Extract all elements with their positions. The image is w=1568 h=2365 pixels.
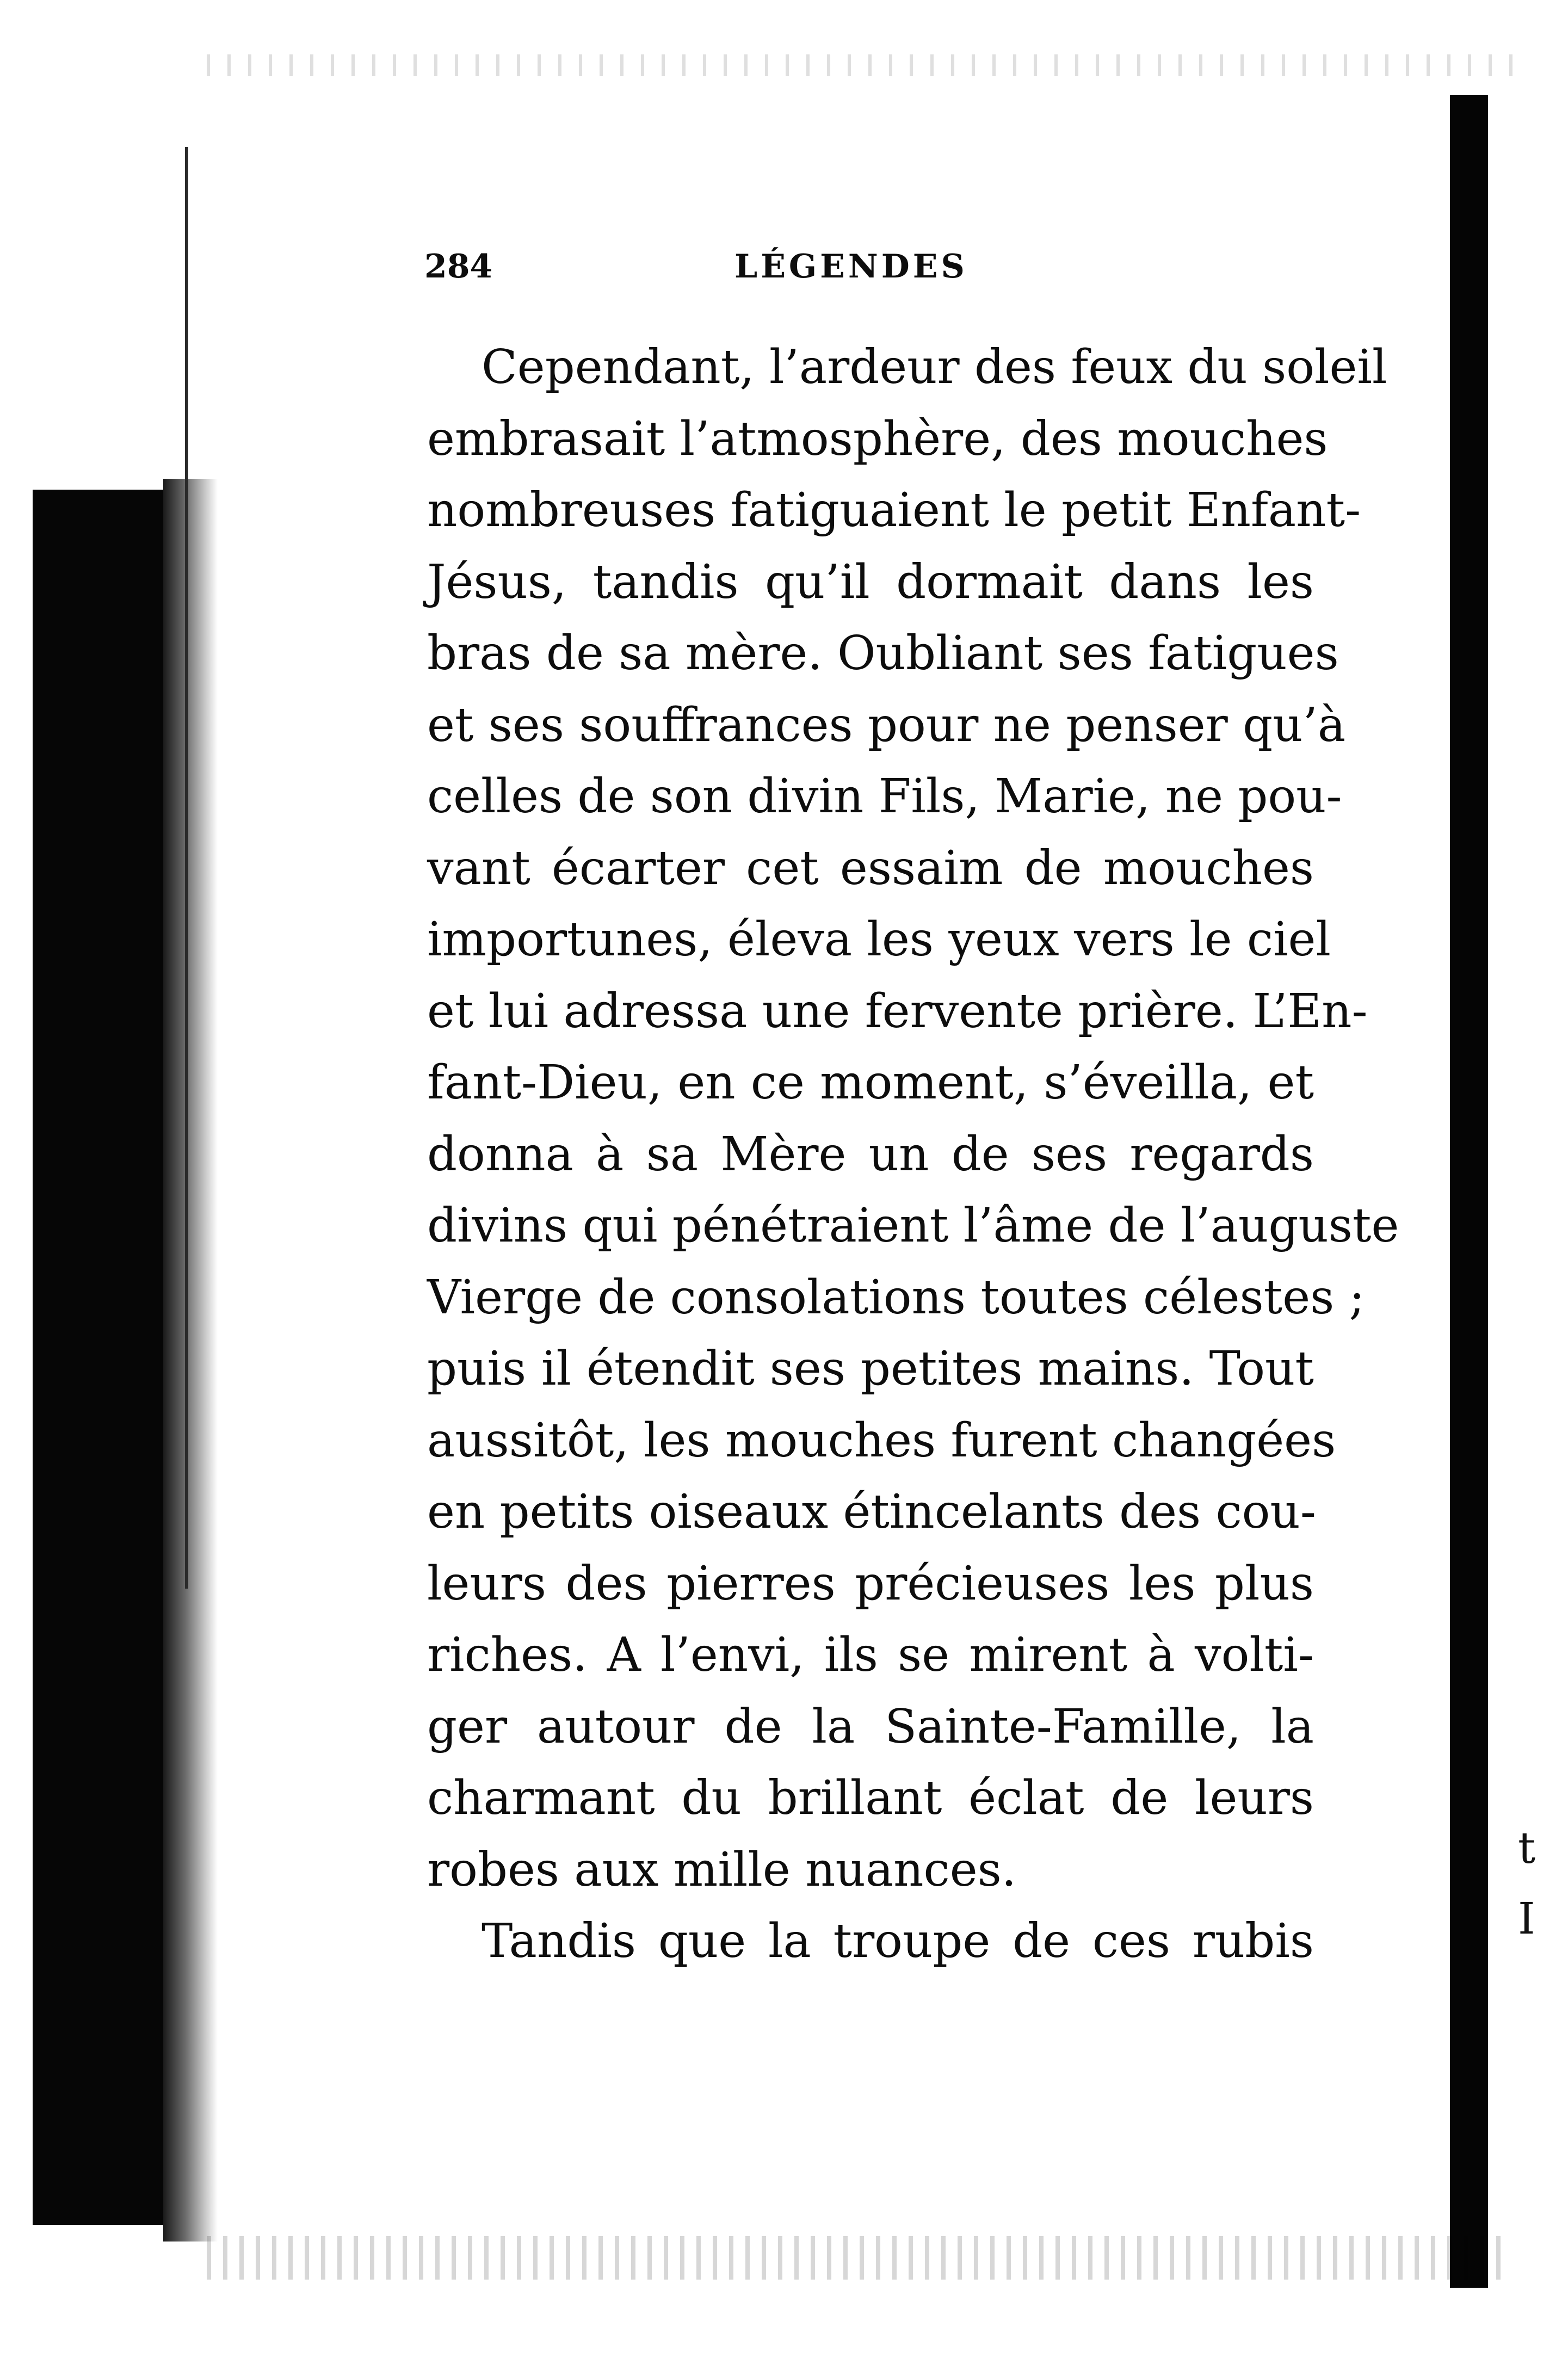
text-line: et lui adressa une fervente prière. L’En- [427,984,1368,1039]
text-line: embrasait l’atmosphère, des mouches [427,411,1328,466]
text-line: celles de son divin Fils, Marie, ne pou- [427,769,1342,824]
left-page-edge-line [185,147,188,1589]
text-line: fant-Dieu, en ce moment, s’éveilla, et [427,1055,1314,1110]
next-page-glyph: I [1518,1893,1535,1944]
text-line: ger autour de la Sainte-Famille, la [427,1699,1314,1754]
text-line: en petits oiseaux étincelants des cou- [427,1485,1316,1539]
text-line: riches. A l’envi, ils se mirent à volti- [427,1628,1314,1682]
left-binding-gradient [163,479,218,2241]
text-line: robes aux mille nuances. [427,1842,1017,1897]
text-line: Vierge de consolations toutes célestes ; [427,1270,1365,1325]
right-page-edge [1450,95,1488,2288]
text-line: nombreuses fatiguaient le petit Enfant- [427,483,1361,538]
text-line: puis il étendit ses petites mains. Tout [427,1342,1314,1396]
text-line: leurs des pierres précieuses les plus [427,1556,1314,1611]
text-line: vant écarter cet essaim de mouches [427,841,1314,896]
text-line: et ses souffrances pour ne penser qu’à [427,697,1346,752]
top-scan-noise [207,54,1513,76]
running-head [424,248,1317,297]
text-line: aussitôt, les mouches furent changées [427,1413,1336,1468]
text-line: charmant du brillant éclat de leurs [427,1771,1314,1825]
text-line: donna à sa Mère un de ses regards [427,1127,1314,1182]
text-line: Tandis que la troupe de ces rubis [481,1914,1314,1968]
bottom-scan-noise [207,2236,1502,2280]
page-number: 284 [424,248,493,286]
text-line: Cependant, l’ardeur des feux du soleil [481,340,1387,394]
text-line: importunes, éleva les yeux vers le ciel [427,912,1331,967]
text-line: Jésus, tandis qu’il dormait dans les [427,554,1314,609]
running-title: LÉGENDES [734,248,968,286]
text-line: divins qui pénétraient l’âme de l’auguste [427,1199,1399,1253]
next-page-glyph: t [1518,1823,1536,1873]
body-text [427,332,1399,1978]
text-line: bras de sa mère. Oubliant ses fatigues [427,626,1339,681]
